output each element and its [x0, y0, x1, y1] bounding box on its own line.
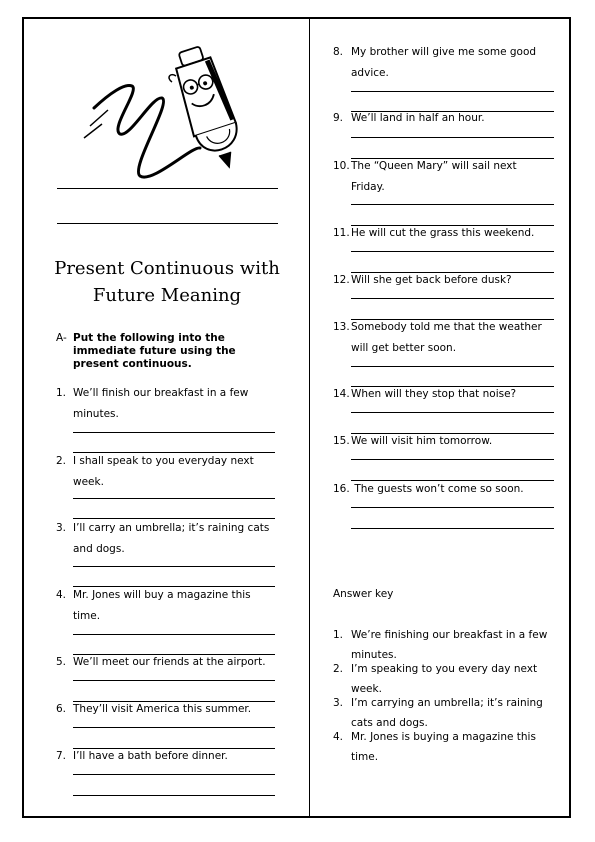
exercise-number: 5.: [56, 656, 67, 668]
answer-line[interactable]: [351, 298, 554, 299]
answer-line[interactable]: [351, 366, 554, 367]
exercise-number: 11.: [333, 227, 350, 239]
exercise-number: 4.: [56, 589, 67, 601]
exercise-text: I shall speak to you everyday next week.: [73, 455, 254, 488]
answer-number: 3.: [333, 697, 344, 709]
answer-line[interactable]: [73, 795, 275, 796]
exercise-number: 15.: [333, 435, 350, 447]
answer-line[interactable]: [351, 412, 554, 413]
answer-number: 1.: [333, 629, 344, 641]
answer-key-title: Answer key: [333, 588, 394, 600]
answer-line[interactable]: [351, 459, 554, 460]
answer-line[interactable]: [73, 774, 275, 775]
title-line-2: Future Meaning: [92, 285, 242, 306]
answer-number: 2.: [333, 663, 344, 675]
exercise-number: 12.: [333, 274, 350, 286]
exercise-number: 2.: [56, 455, 67, 467]
answer-text: Mr. Jones is buying a magazine this time.: [351, 731, 536, 763]
date-line: [57, 223, 278, 224]
title-line-1: Present Continuous with: [54, 258, 280, 279]
exercise-text: We’ll finish our breakfast in a few minutes.: [73, 387, 249, 420]
answer-text: I’m carrying an umbrella; it’s raining cats and dogs.: [351, 697, 543, 729]
answer-line[interactable]: [73, 727, 275, 728]
answer-line[interactable]: [73, 432, 275, 433]
answer-line[interactable]: [351, 528, 554, 529]
exercise-text: Somebody told me that the weather will get better soon.: [351, 321, 542, 354]
exercise-text: He will cut the grass this weekend.: [351, 227, 535, 239]
exercise-number: 8.: [333, 46, 344, 58]
exercise-number: 7.: [56, 750, 67, 762]
exercise-text: They’ll visit America this summer.: [73, 703, 252, 715]
exercise-text: Will she get back before dusk?: [351, 274, 512, 286]
answer-line[interactable]: [73, 498, 275, 499]
answer-line[interactable]: [73, 680, 275, 681]
exercise-text: The “Queen Mary” will sail next Friday.: [351, 160, 517, 193]
answer-text: We’re finishing our breakfast in a few minutes.: [351, 629, 548, 661]
answer-line[interactable]: [351, 204, 554, 205]
exercise-text: I’ll carry an umbrella; it’s raining cats and dogs.: [73, 522, 270, 555]
answer-line[interactable]: [73, 566, 275, 567]
pen-character-illustration: [80, 38, 290, 198]
instruction-text: Put the following into the immediate future using the present continuous.: [73, 332, 236, 370]
exercise-number: 1.: [56, 387, 67, 399]
answer-number: 4.: [333, 731, 344, 743]
worksheet-title: [48, 255, 286, 309]
answer-line[interactable]: [351, 91, 554, 92]
exercise-text: We’ll land in half an hour.: [351, 112, 485, 124]
exercise-number: 10.: [333, 160, 350, 172]
answer-line[interactable]: [351, 507, 554, 508]
exercise-text: When will they stop that noise?: [351, 388, 517, 400]
exercise-number: 14.: [333, 388, 350, 400]
exercise-number: 6.: [56, 703, 67, 715]
exercise-number: 13.: [333, 321, 350, 333]
instruction-label: A-: [56, 332, 67, 344]
exercise-number: 9.: [333, 112, 344, 124]
answer-line[interactable]: [351, 137, 554, 138]
exercise-number: 3.: [56, 522, 67, 534]
answer-line[interactable]: [73, 634, 275, 635]
exercise-text: Mr. Jones will buy a magazine this time.: [73, 589, 251, 622]
exercise-text: The guests won’t come so soon.: [351, 483, 524, 495]
exercise-text: I’ll have a bath before dinner.: [73, 750, 228, 762]
answer-text: I’m speaking to you every day next week.: [351, 663, 538, 695]
exercise-text: We’ll meet our friends at the airport.: [73, 656, 266, 668]
exercise-text: We will visit him tomorrow.: [351, 435, 493, 447]
name-line: [57, 188, 278, 189]
column-divider: [309, 17, 310, 818]
exercise-text: My brother will give me some good advice.: [351, 46, 537, 79]
answer-line[interactable]: [351, 251, 554, 252]
exercise-number: 16.: [333, 483, 350, 495]
